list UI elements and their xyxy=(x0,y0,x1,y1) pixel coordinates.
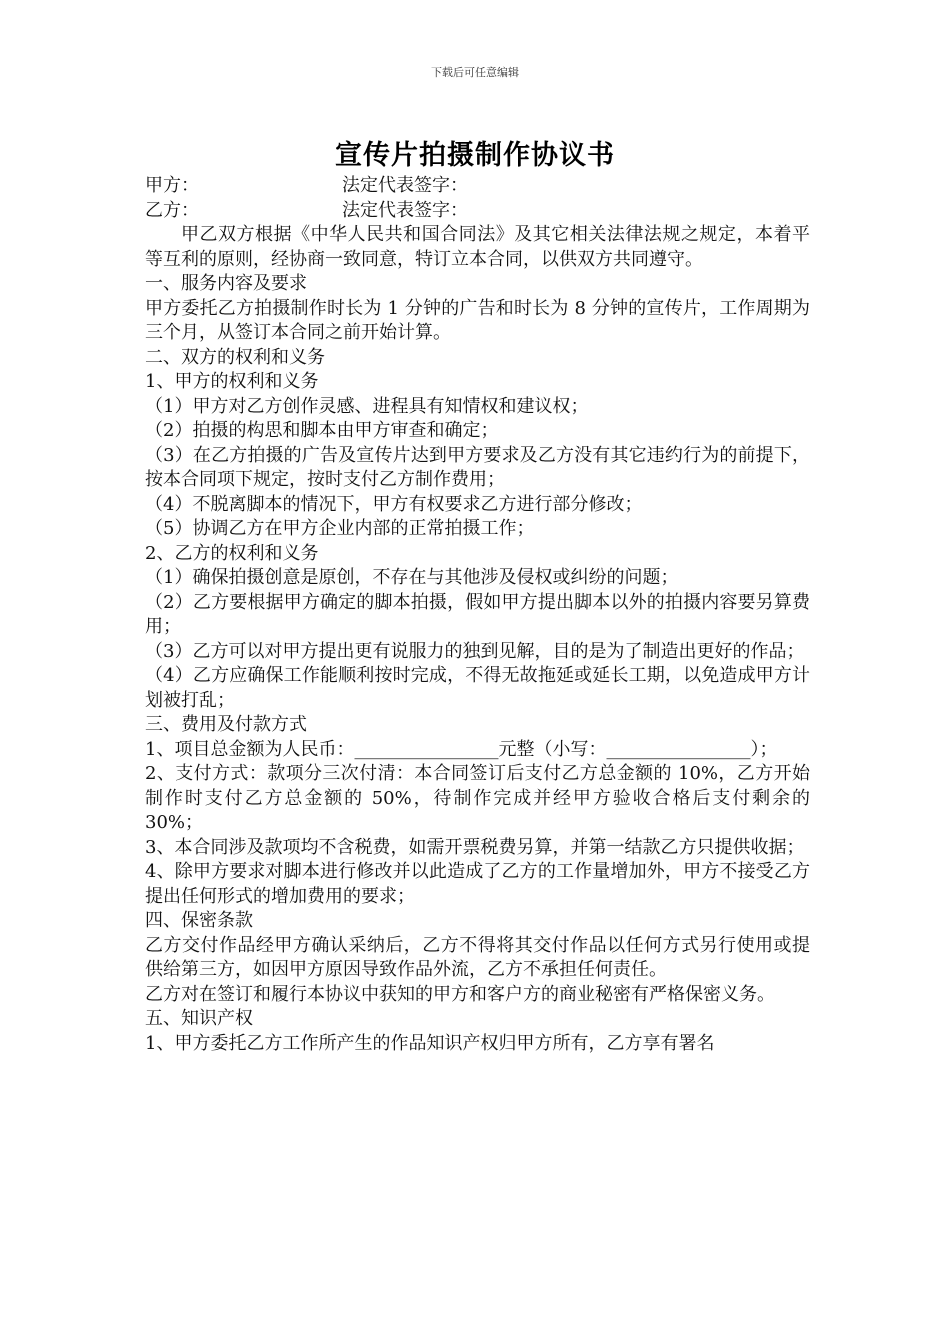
party-b-duty-3: （3）乙方可以对甲方提出更有说服力的独到见解，目的是为了制造出更好的作品； xyxy=(145,640,805,662)
party-a-duty-4: （4）不脱离脚本的情况下，甲方有权要求乙方进行部分修改； xyxy=(145,493,643,515)
party-a-duty-2: （2）拍摄的构思和脚本由甲方审查和确定； xyxy=(145,420,499,441)
section-4-heading: 四、保密条款 xyxy=(145,910,253,931)
party-a-duty-1: （1）甲方对乙方创作灵感、进程具有知情权和建议权； xyxy=(145,395,589,417)
party-b-line xyxy=(145,199,810,224)
payment-item-1: 1、项目总金额为人民币：________________元整（小写：________________）； xyxy=(145,738,778,760)
section-2-2-heading: 2、乙方的权利和义务 xyxy=(145,542,319,564)
party-a-sign-label: 法定代表签字： xyxy=(342,175,468,196)
intro-paragraph: 甲乙双方根据《中华人民共和国合同法》及其它相关法律法规之规定，本着平等互利的原则，经协商一致同意，特订立本合同，以供双方共同遵守。 xyxy=(145,224,810,270)
ip-item-1: 1、甲方委托乙方工作所产生的作品知识产权归甲方所有，乙方享有署名 xyxy=(145,1032,715,1054)
section-2-heading: 二、双方的权利和义务 xyxy=(145,346,325,368)
party-a-duty-3: （3）在乙方拍摄的广告及宣传片达到甲方要求及乙方没有其它违约行为的前提下，按本合同项下规定，按时支付乙方制作费用； xyxy=(145,444,810,490)
confidentiality-item-2: 乙方对在签订和履行本协议中获知的甲方和客户方的商业秘密有严格保密义务。 xyxy=(145,983,775,1005)
party-a-label: 甲方： xyxy=(145,175,199,196)
payment-item-4: 4、除甲方要求对脚本进行修改并以此造成了乙方的工作量增加外，甲方不接受乙方提出任何形式的增加费用的要求； xyxy=(145,861,810,907)
header-note: 下载后可任意编辑 xyxy=(431,66,519,79)
confidentiality-item-1: 乙方交付作品经甲方确认采纳后，乙方不得将其交付作品以任何方式另行使用或提供给第三方，如因甲方原因导致作品外流，乙方不承担任何责任。 xyxy=(145,934,810,980)
payment-item-2: 2、支付方式：款项分三次付清：本合同签订后支付乙方总金额的 10%，乙方开始制作时支付乙方总金额的 50%，待制作完成并经甲方验收合格后支付剩余的 30%； xyxy=(145,763,810,833)
party-b-label: 乙方： xyxy=(145,199,199,221)
party-b-duty-2: （2）乙方要根据甲方确定的脚本拍摄，假如甲方提出脚本以外的拍摄内容要另算费用； xyxy=(145,591,810,637)
section-5-heading: 五、知识产权 xyxy=(145,1008,253,1029)
section-1-heading: 一、服务内容及要求 xyxy=(145,273,307,294)
party-b-duty-1: （1）确保拍摄创意是原创，不存在与其他涉及侵权或纠纷的问题； xyxy=(145,567,679,588)
party-a-line xyxy=(145,174,810,199)
section-3-heading: 三、费用及付款方式 xyxy=(145,714,307,735)
section-2-1-heading: 1、甲方的权利和义务 xyxy=(145,371,319,392)
party-b-duty-4: （4）乙方应确保工作能顺利按时完成，不得无故拖延或延长工期，以免造成甲方计划被打乱； xyxy=(145,665,810,711)
document-title: 宣传片拍摄制作协议书 xyxy=(335,140,615,171)
payment-item-3: 3、本合同涉及款项均不含税费，如需开票税费另算，并第一结款乙方只提供收据； xyxy=(145,836,805,858)
section-1-text: 甲方委托乙方拍摄制作时长为 1 分钟的广告和时长为 8 分钟的宣传片，工作周期为三个月，从签订本合同之前开始计算。 xyxy=(145,297,810,343)
document-body xyxy=(145,174,810,1056)
party-a-duty-5: （5）协调乙方在甲方企业内部的正常拍摄工作； xyxy=(145,518,535,539)
party-b-sign-label: 法定代表签字： xyxy=(342,199,468,221)
